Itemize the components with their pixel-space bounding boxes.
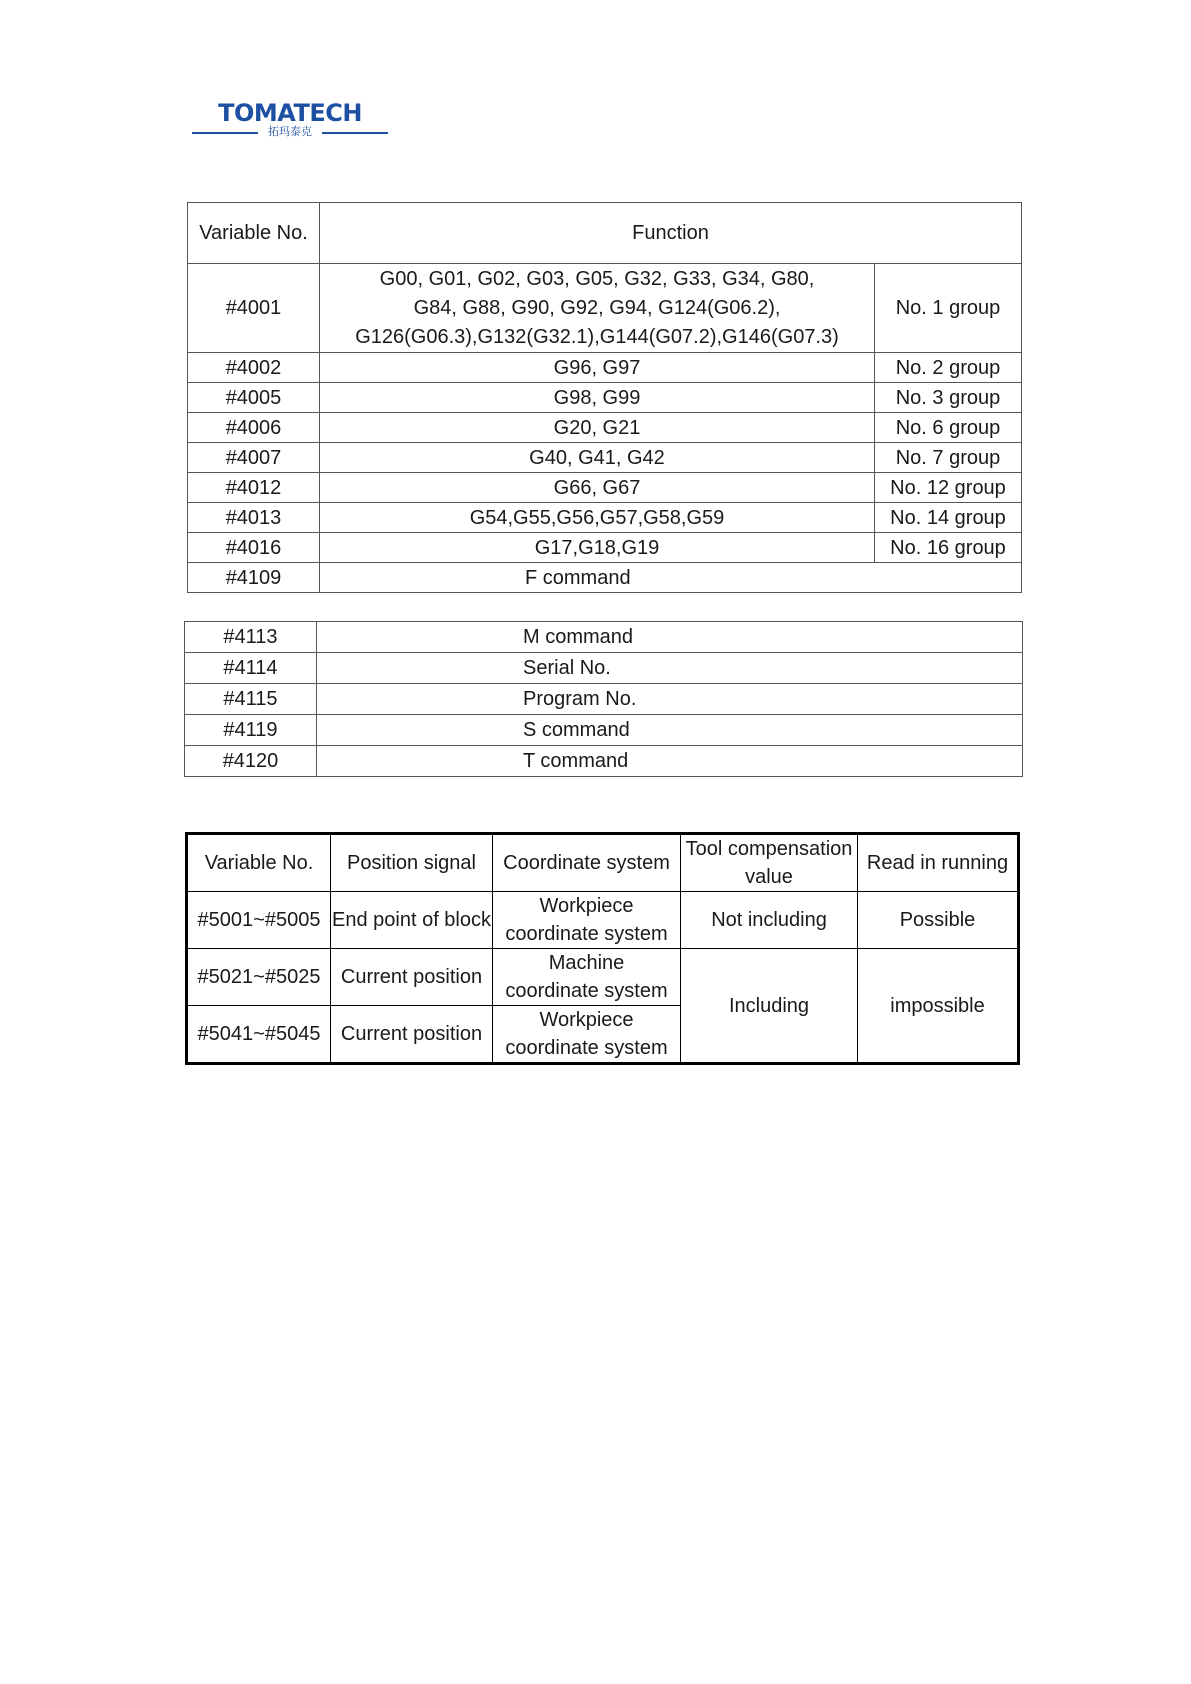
position-cell: Current position: [331, 1006, 493, 1064]
position-cell: Current position: [331, 949, 493, 1006]
variable-cell: #4012: [188, 473, 320, 503]
table-row: [185, 684, 1023, 715]
variable-cell: #5041~#5045: [187, 1006, 331, 1064]
g-code-variable-table: [187, 202, 1022, 593]
table-row: [188, 383, 1022, 413]
logo-rule-left: [192, 132, 258, 134]
function-cell: M command: [317, 622, 1023, 653]
table-row: [188, 413, 1022, 443]
function-cell: [320, 264, 875, 353]
function-cell: S command: [317, 715, 1023, 746]
header-line: value: [745, 866, 793, 888]
position-variable-table: [185, 832, 1020, 1065]
function-cell: T command: [317, 746, 1023, 777]
variable-cell: #4016: [188, 533, 320, 563]
table-row: [187, 892, 1019, 949]
coordinate-line: coordinate system: [505, 1037, 668, 1059]
variable-cell: #4115: [185, 684, 317, 715]
coordinate-cell: [493, 892, 681, 949]
system-variable-table: [184, 621, 1023, 777]
read-in-running-cell: Possible: [858, 892, 1019, 949]
variable-cell: #4113: [185, 622, 317, 653]
variable-cell: #4001: [188, 264, 320, 353]
function-line: G84, G88, G90, G92, G94, G124(G06.2),: [413, 296, 781, 319]
function-cell: G66, G67: [320, 473, 875, 503]
position-cell: End point of block: [331, 892, 493, 949]
table-row: [185, 622, 1023, 653]
group-cell: No. 1 group: [875, 264, 1022, 353]
table-row: [185, 715, 1023, 746]
header-function: Function: [320, 203, 1022, 264]
variable-cell: #5021~#5025: [187, 949, 331, 1006]
read-in-running-cell: impossible: [858, 949, 1019, 1064]
variable-cell: #4002: [188, 353, 320, 383]
function-cell: F command: [320, 563, 1022, 593]
header-read-in-running: Read in running: [858, 834, 1019, 892]
header-position-signal: Position signal: [331, 834, 493, 892]
variable-cell: #4120: [185, 746, 317, 777]
tool-compensation-cell: Not including: [681, 892, 858, 949]
coordinate-cell: [493, 949, 681, 1006]
header-line: Tool compensation: [685, 838, 853, 860]
function-cell: Program No.: [317, 684, 1023, 715]
table-row: [188, 563, 1022, 593]
table-row: [188, 503, 1022, 533]
function-cell: Serial No.: [317, 653, 1023, 684]
variable-cell: #4119: [185, 715, 317, 746]
logo-subtitle: 拓玛泰克: [268, 125, 312, 138]
header-variable-no: Variable No.: [188, 203, 320, 264]
table-row: [185, 746, 1023, 777]
table-row: [188, 473, 1022, 503]
variable-cell: #4005: [188, 383, 320, 413]
variable-cell: #5001~#5005: [187, 892, 331, 949]
header-tool-compensation: [681, 834, 858, 892]
function-cell: G20, G21: [320, 413, 875, 443]
group-cell: No. 2 group: [875, 353, 1022, 383]
function-cell: G96, G97: [320, 353, 875, 383]
table-header-row: [188, 203, 1022, 264]
table-row: [188, 264, 1022, 353]
function-cell: G17,G18,G19: [320, 533, 875, 563]
group-cell: No. 16 group: [875, 533, 1022, 563]
function-cell: G98, G99: [320, 383, 875, 413]
function-line: G00, G01, G02, G03, G05, G32, G33, G34, G80,: [379, 267, 815, 290]
table-header-row: [187, 834, 1019, 892]
table-row: [188, 443, 1022, 473]
table-row: [188, 353, 1022, 383]
group-cell: No. 7 group: [875, 443, 1022, 473]
tool-compensation-cell: Including: [681, 949, 858, 1064]
coordinate-line: coordinate system: [505, 923, 668, 945]
group-cell: No. 12 group: [875, 473, 1022, 503]
group-cell: No. 14 group: [875, 503, 1022, 533]
coordinate-line: Machine: [548, 952, 625, 974]
logo-wordmark: TOMATECH: [218, 99, 362, 127]
group-cell: No. 6 group: [875, 413, 1022, 443]
coordinate-cell: [493, 1006, 681, 1064]
table-row: [188, 533, 1022, 563]
variable-cell: #4114: [185, 653, 317, 684]
header-variable-no: Variable No.: [187, 834, 331, 892]
variable-cell: #4013: [188, 503, 320, 533]
company-logo: [192, 100, 388, 140]
coordinate-line: Workpiece: [539, 1009, 634, 1031]
header-coordinate-system: Coordinate system: [493, 834, 681, 892]
variable-cell: #4006: [188, 413, 320, 443]
function-cell: G54,G55,G56,G57,G58,G59: [320, 503, 875, 533]
function-line: G126(G06.3),G132(G32.1),G144(G07.2),G146(G07.3): [355, 325, 839, 348]
group-cell: No. 3 group: [875, 383, 1022, 413]
function-cell: G40, G41, G42: [320, 443, 875, 473]
coordinate-line: Workpiece: [539, 895, 634, 917]
logo-rule-right: [322, 132, 388, 134]
variable-cell: #4007: [188, 443, 320, 473]
table-row: [187, 949, 1019, 1006]
table-row: [185, 653, 1023, 684]
coordinate-line: coordinate system: [505, 980, 668, 1002]
variable-cell: #4109: [188, 563, 320, 593]
